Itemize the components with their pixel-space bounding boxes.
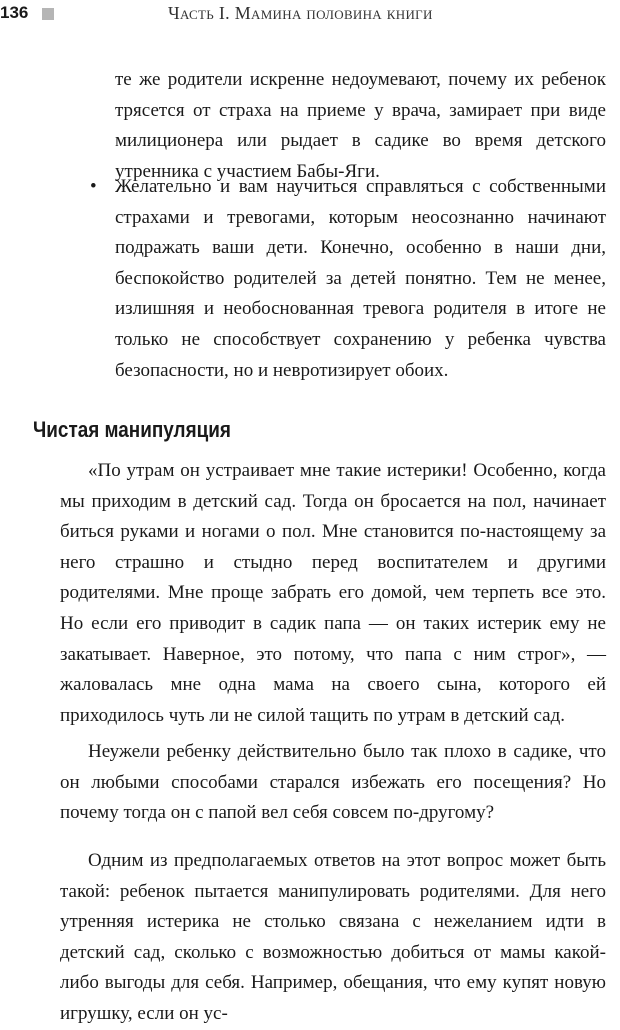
bullet-text: Желательно и вам научиться справляться с собственными страхами и тревогами, которым неосознанно начинают подражать ваши дети. Конечно, особенно в наши дни, беспокойство родителей за детей понятно. Тем не менее, излишняя и необоснованная тревога родителя в итоге не только не способствует сохранению у ребенка чувства безопасности, но и невротизирует обоих. — [115, 176, 606, 381]
section-heading: Чистая манипуляция — [33, 417, 231, 442]
page-number: 136 — [0, 3, 29, 22]
paragraph-2: Неужели ребенку действительно было так плохо в садике, что он любыми способами старался избежать его посещения? Но почему тогда он с папой вел себя совсем по-другому? — [60, 741, 606, 824]
paragraph-3: Одним из предполагаемых ответов на этот вопрос может быть такой: ребенок пытается манипулировать родителями. Для него утренняя истерика не столько связана с нежеланием идти в детский сад, сколько с возможностью добиться от мамы какой-либо выгоды для себя. Например, обещания, что ему купят новую игрушку, если он ус- — [60, 850, 606, 1024]
running-head: Часть I. Мамина половина книги — [168, 3, 433, 23]
paragraph-1: «По утрам он устраивает мне такие истерики! Особенно, когда мы приходим в детский сад. Тогда он бросается на пол, начинает биться руками и ногами о пол. Мне становится по-настоящему за него страшно и стыдно перед воспитателем и другими родителями. Мне проще забрать его домой, чем терпеть все это. Но если его приводит в садик папа — он таких истерик ему не закатывает. Наверное, это потому, что папа с ним строг», — жаловалась мне одна мама на своего сына, которого ей приходилось чуть ли не силой тащить по утрам в детский сад. — [60, 460, 606, 726]
continued-paragraph: те же родители искренне недоумевают, почему их ребенок трясется от страха на приеме у врача, замирает при виде милиционера или рыдает в садике во время детского утренника с участием Бабы-Яги. — [115, 69, 606, 182]
bullet-dot-icon: • — [90, 176, 97, 197]
page-header — [0, 2, 620, 26]
header-square-ornament — [42, 8, 54, 20]
